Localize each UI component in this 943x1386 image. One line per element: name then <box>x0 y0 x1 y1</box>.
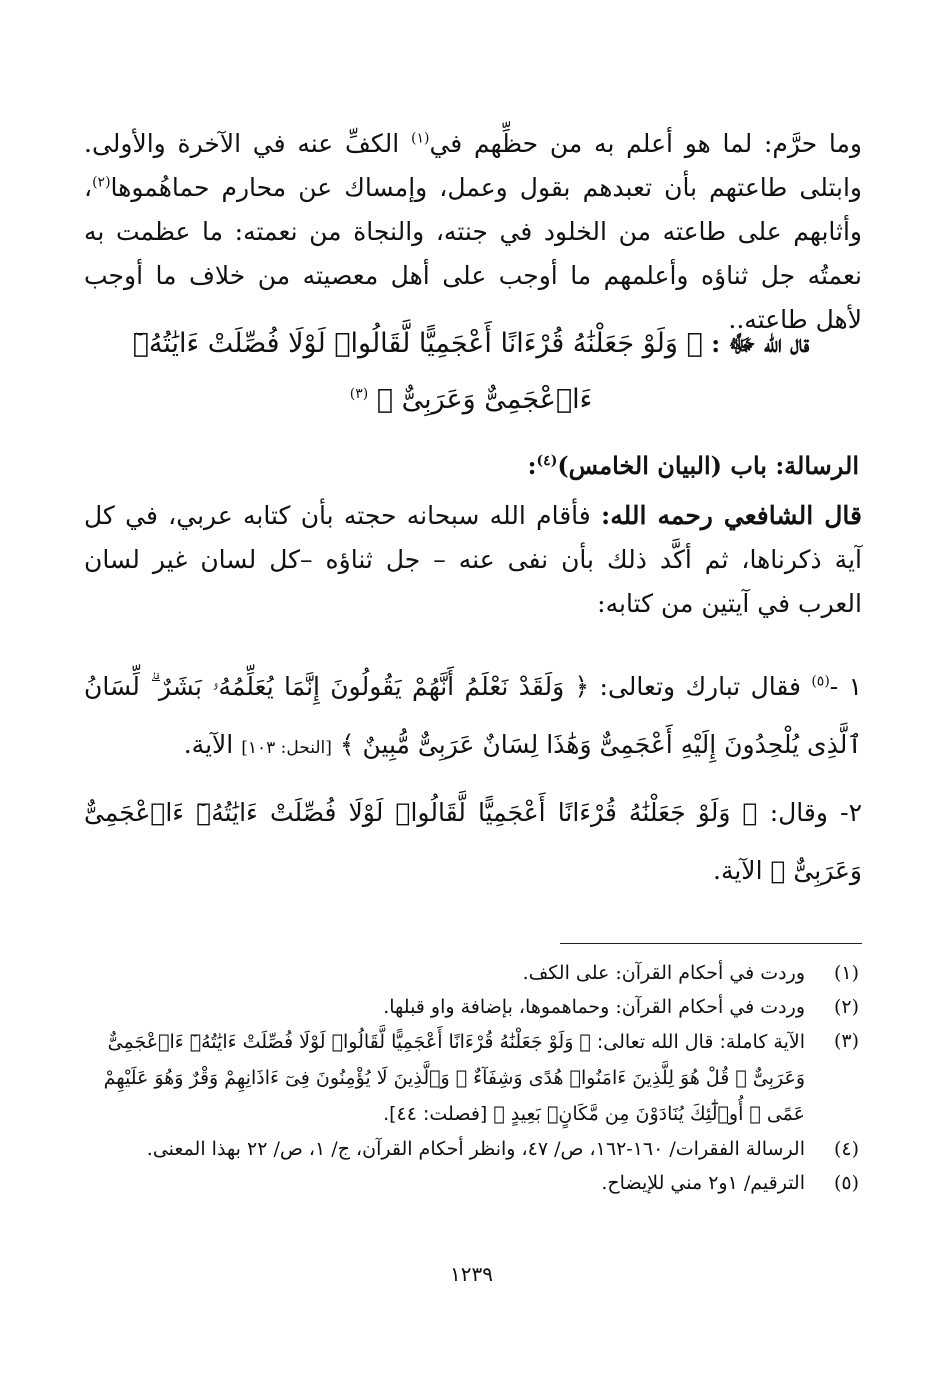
paragraph-intro-end: ، وأثابهم على طاعته من الخلود في جنته، والنجاة من نعمته: ما عظمت به نعمتُه جل ثناؤه وأعلمهم ما أوجب على أهل معصيته من خلاف ما أوجب لأهل طاعته.. <box>84 173 862 334</box>
list-item-citation: [النحل: ١٠٣] <box>241 738 332 758</box>
footnote-item <box>81 956 859 990</box>
list-item-tail: الآية. <box>713 856 771 885</box>
paragraph-shafii-text: فأقام الله سبحانه حجته بأن كتابه عربي، في كل آية ذكرناها، ثم أكَّد ذلك بأن نفى عنه – جل ثناؤه –كل لسان غير لسان العرب في آيتين من كتابه: <box>84 501 862 618</box>
list-item <box>84 658 862 777</box>
list-item-verse: ﴿ وَلَقَدْ نَعْلَمُ أَنَّهُمْ يَقُولُونَ إِنَّمَا يُعَلِّمُهُۥ بَشَرٌ ۗ لِّسَانُ ٱلَّذِى يُلْحِدُونَ إِلَيْهِ أَعْجَمِىٌّ وَهَٰذَا لِسَانٌ عَرَبِىٌّ مُّبِينٌ ﴾ <box>84 672 862 759</box>
footnote-text: الآية كاملة: قال الله تعالى: ﴿ وَلَوْ جَعَلْنَٰهُ قُرْءَانًا أَعْجَمِيًّا لَّقَالُوا۟ لَوْلَا فُصِّلَتْ ءَايَٰتُهُۥٓ ءَا۬عْجَمِىٌّ وَعَرَبِىٌّ ۗ قُلْ هُوَ لِلَّذِينَ ءَامَنُوا۟ هُدًى وَشِفَآءٌ ۖ وَٱلَّذِينَ لَا يُؤْمِنُونَ فِىٓ ءَاذَانِهِمْ وَقْرٌ وَهُوَ عَلَيْهِمْ عَمًى ۚ أُو۟لَٰٓئِكَ يُنَادَوْنَ مِن مَّكَانٍۭ بَعِيدٍ ﴾ [فصلت: ٤٤]. <box>103 1031 805 1125</box>
footnote-ref-4[interactable]: (٤) <box>536 453 558 469</box>
footnote-item <box>81 1166 859 1200</box>
list-item-verse: ﴿ وَلَوْ جَعَلْنَٰهُ قُرْءَانًا أَعْجَمِيًّا لَّقَالُوا۟ لَوْلَا فُصِّلَتْ ءَايَٰتُهُۥٓ ءَا۬عْجَمِىٌّ وَعَرَبِىٌّ ﴾ <box>84 798 862 885</box>
footnote-text: الرسالة الفقرات/ ١٦٠-١٦٢، ص/ ٤٧، وانظر أحكام القرآن، ج/ ١، ص/ ٢٢ بهذا المعنى. <box>146 1138 805 1160</box>
list-item-lead: فقال تبارك وتعالى: <box>599 672 801 701</box>
footnote-text: وردت في أحكام القرآن: على الكف. <box>522 962 805 984</box>
list-item-tail: الآية. <box>183 730 242 759</box>
footnote-ref-3[interactable]: (٣) <box>349 386 369 402</box>
section-heading <box>528 446 859 486</box>
footnote-text: الترقيم/ ١و٢ مني للإيضاح. <box>601 1172 805 1194</box>
paragraph-intro-middle: الكفِّ عنه في الآخرة والأولى. وابتلى طاعتهم بأن تعبدهم بقول وعمل، وإمساك عن محارم حماهُموها <box>84 129 862 202</box>
section-heading-colon: : <box>527 451 537 480</box>
footnote-number: (٤) <box>833 1138 859 1160</box>
verse-text: ﴿ وَلَوْ جَعَلْنَٰهُ قُرْءَانًا أَعْجَمِيًّا لَّقَالُوا۟ لَوْلَا فُصِّلَتْ ءَايَٰتُهُۥٓ ءَا۬عْجَمِىٌّ وَعَرَبِىٌّ ﴾ <box>132 328 703 415</box>
page-number: ١٢٣٩ <box>450 1262 493 1286</box>
list-item-number: ١ - <box>829 672 863 701</box>
list-item <box>84 784 862 900</box>
paragraph-shafii-lead: قال الشافعي رحمه الله: <box>601 501 862 530</box>
verse-lead: قال الله ﷻ : <box>711 329 810 358</box>
footnote-item <box>81 1024 859 1132</box>
footnote-ref-5[interactable]: (٥) <box>811 673 830 690</box>
footnote-text: وردت في أحكام القرآن: وحماهموها، بإضافة واو قبلها. <box>383 996 805 1018</box>
paragraph-intro <box>84 122 862 342</box>
footnote-number: (٣) <box>833 1030 859 1052</box>
footnote-divider <box>560 943 862 944</box>
section-heading-label: الرسالة: باب (البيان الخامس) <box>557 451 859 480</box>
footnote-number: (٢) <box>833 996 859 1018</box>
footnote-ref-2[interactable]: (٢) <box>92 174 111 191</box>
footnote-item <box>81 990 859 1024</box>
footnote-number: (٥) <box>833 1172 859 1194</box>
paragraph-shafii <box>84 494 862 626</box>
list-item-lead: وقال: <box>769 798 828 827</box>
paragraph-intro-start: وما حرَّم: لما هو أعلم به من حظِّهم في <box>429 129 862 158</box>
footnote-item <box>81 1132 859 1166</box>
footnotes <box>81 956 859 1200</box>
footnote-number: (١) <box>833 962 859 984</box>
quran-verse-block <box>100 316 842 428</box>
footnote-ref-1[interactable]: (١) <box>410 130 430 147</box>
list-item-number: ٢- <box>840 798 862 827</box>
